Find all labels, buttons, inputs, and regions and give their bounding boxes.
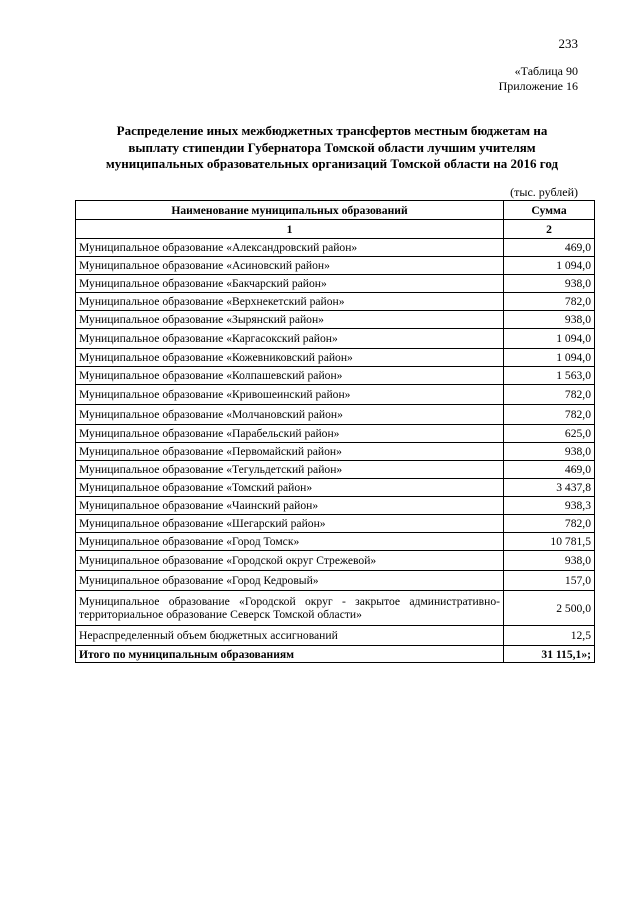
municipality-name: Муниципальное образование «Тегульдетский район» xyxy=(76,461,504,479)
amount: 938,0 xyxy=(504,443,595,461)
table-row xyxy=(76,349,595,367)
amount: 157,0 xyxy=(504,571,595,591)
table-row xyxy=(76,425,595,443)
amount: 938,0 xyxy=(504,275,595,293)
table-row xyxy=(76,311,595,329)
unallocated-name: Нераспределенный объем бюджетных ассигнований xyxy=(76,626,504,646)
amount: 938,0 xyxy=(504,311,595,329)
table-row xyxy=(76,497,595,515)
header-sum: Сумма xyxy=(504,201,595,220)
table-row xyxy=(76,329,595,349)
table-row xyxy=(76,479,595,497)
table-reference: «Таблица 90 xyxy=(514,64,578,78)
municipality-name: Муниципальное образование «Шегарский район» xyxy=(76,515,504,533)
municipality-name: Муниципальное образование «Бакчарский район» xyxy=(76,275,504,293)
municipality-name: Муниципальное образование «Александровский район» xyxy=(76,239,504,257)
municipality-name: Муниципальное образование «Верхнекетский район» xyxy=(76,293,504,311)
page-number: 233 xyxy=(558,36,578,51)
amount: 938,3 xyxy=(504,497,595,515)
table-row xyxy=(76,571,595,591)
annex-reference xyxy=(499,64,578,94)
table-row xyxy=(76,239,595,257)
table-row xyxy=(76,551,595,571)
table-row xyxy=(76,293,595,311)
municipality-name: Муниципальное образование «Томский район» xyxy=(76,479,504,497)
municipality-name: Муниципальное образование «Каргасокский район» xyxy=(76,329,504,349)
municipality-name: Муниципальное образование «Чаинский район» xyxy=(76,497,504,515)
municipality-name: Муниципальное образование «Город Кедровый» xyxy=(76,571,504,591)
amount: 1 563,0 xyxy=(504,367,595,385)
title-line: Распределение иных межбюджетных трансфертов местным бюджетам на xyxy=(116,123,548,138)
amount: 3 437,8 xyxy=(504,479,595,497)
amount: 938,0 xyxy=(504,551,595,571)
municipality-name: Муниципальное образование «Колпашевский район» xyxy=(76,367,504,385)
amount: 782,0 xyxy=(504,293,595,311)
municipality-name: Муниципальное образование «Городской округ - закрытое административно-территориальное образование Северск Томской области» xyxy=(76,591,504,626)
title-line: муниципальных образовательных организаций Томской области на 2016 год xyxy=(105,156,559,171)
header-name: Наименование муниципальных образований xyxy=(76,201,504,220)
header-row xyxy=(76,201,595,220)
column-number-row xyxy=(76,220,595,239)
amount: 1 094,0 xyxy=(504,329,595,349)
amount: 782,0 xyxy=(504,385,595,405)
amount: 782,0 xyxy=(504,515,595,533)
table-row xyxy=(76,405,595,425)
total-label: Итого по муниципальным образованиям xyxy=(76,646,504,663)
table-row xyxy=(76,626,595,646)
table-row xyxy=(76,515,595,533)
municipality-name: Муниципальное образование «Парабельский район» xyxy=(76,425,504,443)
amount: 1 094,0 xyxy=(504,257,595,275)
table-row xyxy=(76,367,595,385)
amount: 12,5 xyxy=(504,626,595,646)
municipality-name: Муниципальное образование «Зырянский район» xyxy=(76,311,504,329)
appendix-reference: Приложение 16 xyxy=(498,79,578,93)
municipality-name: Муниципальное образование «Асиновский район» xyxy=(76,257,504,275)
amount: 10 781,5 xyxy=(504,533,595,551)
municipality-name: Муниципальное образование «Городской округ Стрежевой» xyxy=(76,551,504,571)
municipality-name: Муниципальное образование «Город Томск» xyxy=(76,533,504,551)
amount: 625,0 xyxy=(504,425,595,443)
table-row xyxy=(76,591,595,626)
table-row xyxy=(76,533,595,551)
amount: 2 500,0 xyxy=(504,591,595,626)
municipality-name: Муниципальное образование «Кожевниковский район» xyxy=(76,349,504,367)
table-row xyxy=(76,385,595,405)
title-line: выплату стипендии Губернатора Томской области лучшим учителям xyxy=(128,139,536,155)
amount: 469,0 xyxy=(504,461,595,479)
amount: 1 094,0 xyxy=(504,349,595,367)
municipality-name: Муниципальное образование «Первомайский район» xyxy=(76,443,504,461)
amount: 782,0 xyxy=(504,405,595,425)
table-row xyxy=(76,257,595,275)
table-row xyxy=(76,461,595,479)
document-title xyxy=(70,123,594,173)
table-row xyxy=(76,443,595,461)
column-number-2: 2 xyxy=(504,220,595,239)
table-row xyxy=(76,275,595,293)
total-row xyxy=(76,646,595,663)
column-number-1: 1 xyxy=(76,220,504,239)
units-label: (тыс. рублей) xyxy=(510,185,578,199)
total-amount: 31 115,1»; xyxy=(504,646,595,663)
municipality-name: Муниципальное образование «Кривошеинский район» xyxy=(76,385,504,405)
amount: 469,0 xyxy=(504,239,595,257)
municipality-name: Муниципальное образование «Молчановский район» xyxy=(76,405,504,425)
transfers-table xyxy=(75,200,595,663)
